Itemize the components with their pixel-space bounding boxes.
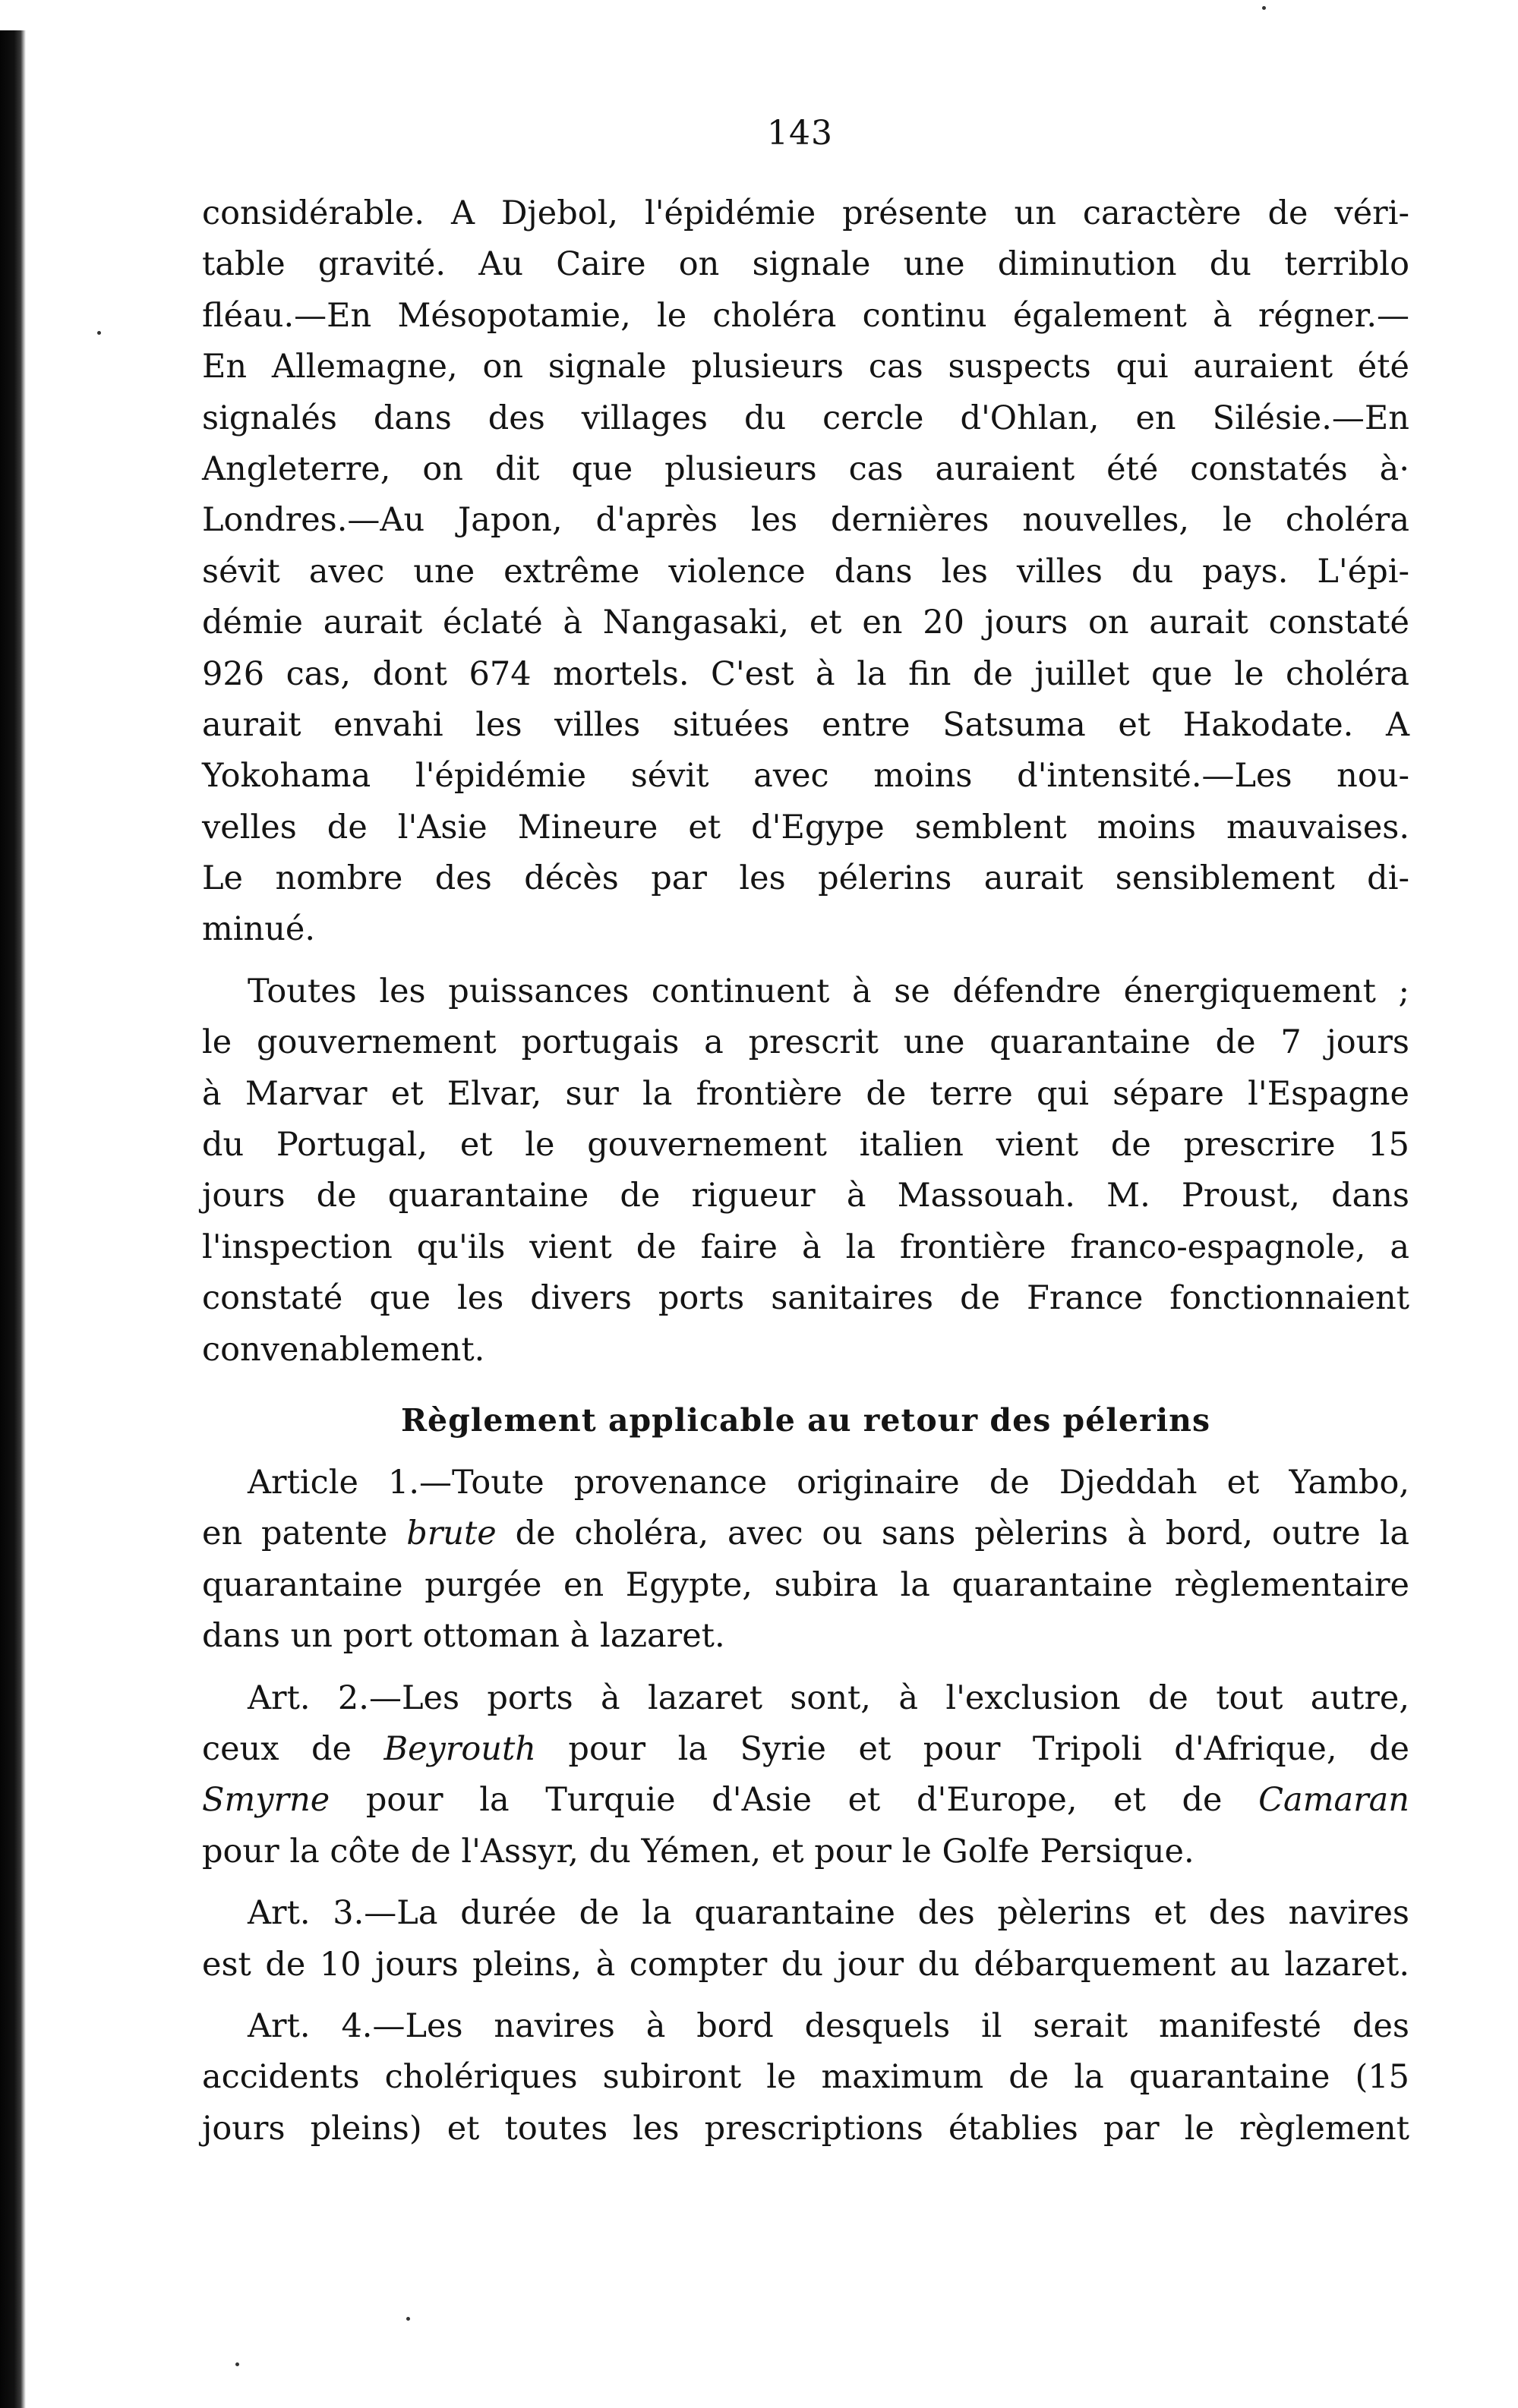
text-line: jours de quarantaine de rigueur à Massouah. M. Proust, dans xyxy=(202,1177,1409,1215)
text-line: aurait envahi les villes situées entre Satsuma et Hakodate. A xyxy=(202,705,1409,744)
text-line: Angleterre, on dit que plusieurs cas auraient été constatés à· xyxy=(202,449,1409,488)
text-line: est de 10 jours pleins, à compter du jour du débarquement au lazaret. xyxy=(202,1945,1409,1984)
text-line: l'inspection qu'ils vient de faire à la frontière franco-espagnole, a xyxy=(202,1228,1409,1266)
text-line: en patente brute de choléra, avec ou sans pèlerins à bord, outre la xyxy=(202,1514,1409,1553)
article-1 xyxy=(202,1458,1409,1663)
text-line: du Portugal, et le gouvernement italien vient de prescrire 15 xyxy=(202,1126,1409,1165)
text-line: Yokohama l'épidémie sévit avec moins d'intensité.—Les nou- xyxy=(202,757,1409,796)
scan-speck xyxy=(235,2362,239,2366)
text-line: Smyrne pour la Turquie d'Asie et d'Europe, et de Camaran xyxy=(202,1781,1409,1820)
text-line: Art. 4.—Les navires à bord desquels il serait manifesté des xyxy=(248,2006,1409,2045)
text-line: Art. 3.—La durée de la quarantaine des pèlerins et des navires xyxy=(248,1894,1409,1933)
article-3 xyxy=(202,1888,1409,1990)
text-line: Toutes les puissances continuent à se défendre énergiquement ; xyxy=(248,972,1409,1010)
text-line: dans un port ottoman à lazaret. xyxy=(202,1617,725,1656)
text-line: sévit avec une extrême violence dans les villes du pays. L'épi- xyxy=(202,552,1409,591)
text-line: constaté que les divers ports sanitaires de France fonctionnaient xyxy=(202,1279,1409,1318)
scan-speck xyxy=(406,2317,410,2321)
text-line: convenablement. xyxy=(202,1330,485,1369)
text-line: 926 cas, dont 674 mortels. C'est à la fin de juillet que le choléra xyxy=(202,654,1409,693)
text-line: à Marvar et Elvar, sur la frontière de terre qui sépare l'Espagne xyxy=(202,1074,1409,1113)
text-line: Londres.—Au Japon, d'après les dernières nouvelles, le choléra xyxy=(202,501,1409,540)
text-line: jours pleins) et toutes les prescriptions établies par le règlement xyxy=(202,2109,1409,2148)
text-line: Art. 2.—Les ports à lazaret sont, à l'exclusion de tout autre, xyxy=(248,1678,1409,1717)
text-line: démie aurait éclaté à Nangasaki, et en 20 jours on aurait constaté xyxy=(202,604,1409,642)
text-line: En Allemagne, on signale plusieurs cas suspects qui auraient été xyxy=(202,348,1409,386)
text-line: Le nombre des décès par les pélerins aurait sensiblement di- xyxy=(202,859,1409,898)
text-line: velles de l'Asie Mineure et d'Egype semblent moins mauvaises. xyxy=(202,808,1409,846)
section-heading: Règlement applicable au retour des pélerins xyxy=(400,1401,1211,1439)
text-line: ceux de Beyrouth pour la Syrie et pour Tripoli d'Afrique, de xyxy=(202,1729,1409,1768)
text-line: quarantaine purgée en Egypte, subira la quarantaine règlementaire xyxy=(202,1565,1409,1604)
article-2 xyxy=(202,1673,1409,1878)
text-line: minué. xyxy=(202,910,316,949)
text-line: pour la côte de l'Assyr, du Yémen, et pour le Golfe Persique. xyxy=(202,1832,1195,1871)
text-line: accidents cholériques subiront le maximum de la quarantaine (15 xyxy=(202,2058,1409,2097)
text-line: considérable. A Djebol, l'épidémie présente un caractère de véri- xyxy=(202,194,1409,232)
body-text xyxy=(202,188,1409,2154)
text-line: le gouvernement portugais a prescrit une quarantaine de 7 jours xyxy=(202,1023,1409,1062)
text-line: signalés dans des villages du cercle d'Ohlan, en Silésie.—En xyxy=(202,399,1409,437)
article-4 xyxy=(202,2001,1409,2154)
text-line: table gravité. Au Caire on signale une diminution du terriblo xyxy=(202,245,1409,284)
binding-edge xyxy=(0,30,26,2408)
page-number: 143 xyxy=(767,114,833,153)
text-line: Article 1.—Toute provenance originaire de Djeddah et Yambo, xyxy=(248,1463,1409,1502)
text-line: fléau.—En Mésopotamie, le choléra continu également à régner.— xyxy=(202,296,1409,335)
paragraph-cholera-news xyxy=(202,188,1409,956)
paragraph-quarantine-measures xyxy=(202,966,1409,1376)
scan-speck xyxy=(97,331,101,335)
scan-speck xyxy=(1262,6,1266,10)
